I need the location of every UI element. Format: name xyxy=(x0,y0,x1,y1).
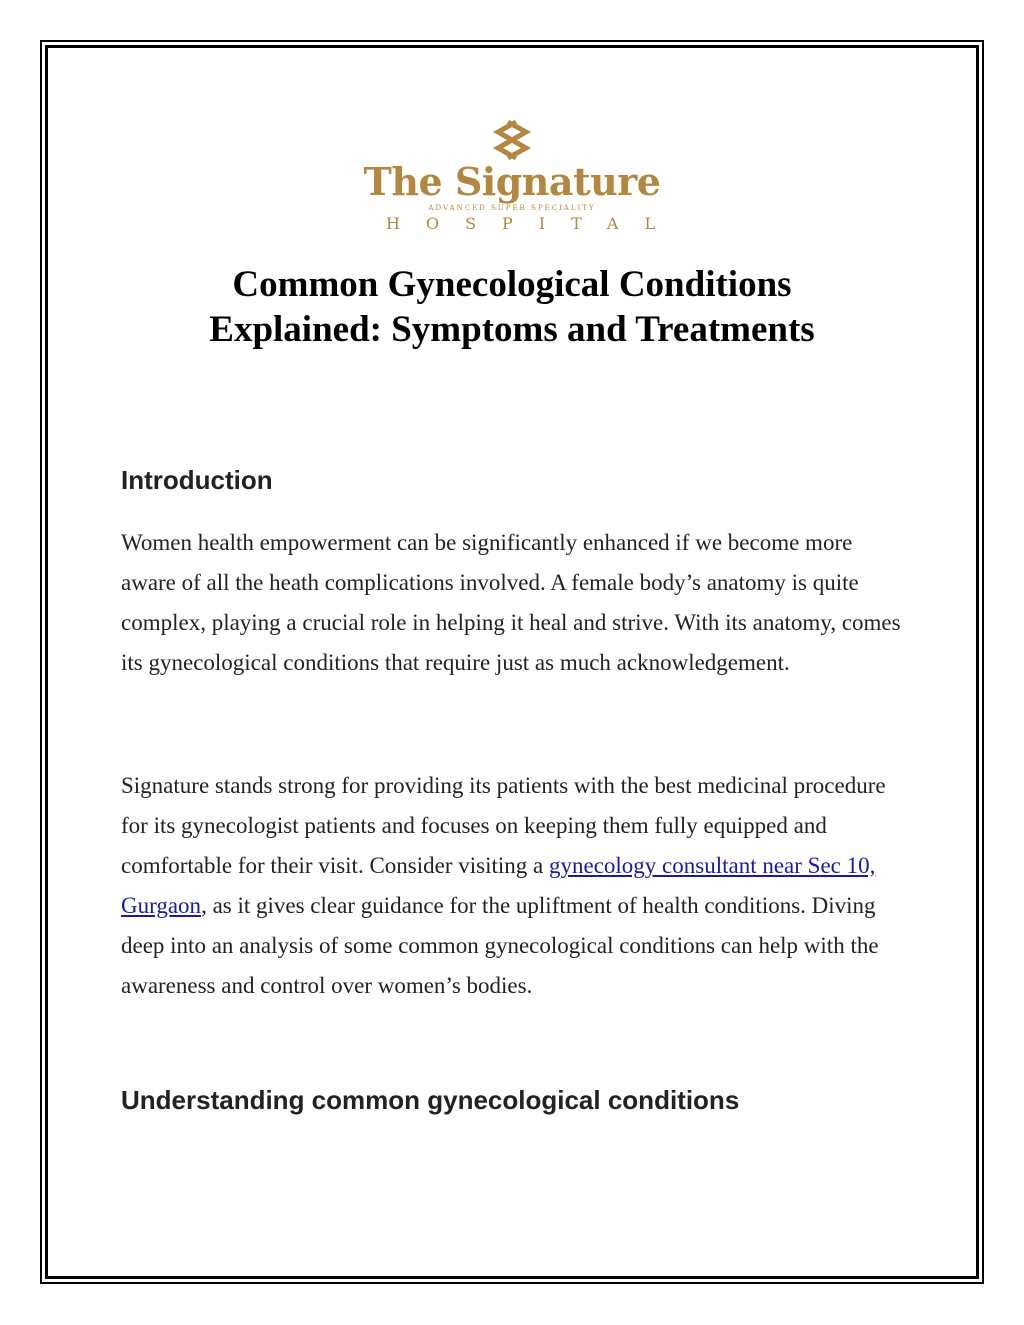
title-line-1: Common Gynecological Conditions xyxy=(232,264,792,305)
gynecology-consultant-link[interactable]: gynecology consultant near Sec 10, Gurgaon xyxy=(121,853,876,918)
logo-hospital-word: HOSPITAL xyxy=(386,214,682,233)
introduction-paragraph-2 xyxy=(121,766,911,1006)
introduction-paragraph-1: Women health empowerment can be significantly enhanced if we become more aware of all the heath complications involved. A female body’s anatomy is quite complex, playing a crucial role in helping it heal and strive. With its anatomy, comes its gynecological conditions that require just as much acknowledgement. xyxy=(121,530,901,675)
paragraph-2-text-after-link: , as it gives clear guidance for the upliftment of health conditions. Diving deep into an analysis of some common gynecological conditions can help with the awareness and control over women’s bodies. xyxy=(121,893,879,998)
understanding-conditions-heading: Understanding common gynecological conditions xyxy=(121,1085,740,1115)
logo-tagline: ADVANCED SUPER SPECIALITY xyxy=(428,204,596,212)
document-title xyxy=(100,262,924,352)
logo-brand-name: The Signature xyxy=(363,159,661,204)
title-line-2: Explained: Symptoms and Treatments xyxy=(209,309,815,350)
introduction-heading: Introduction xyxy=(121,465,273,495)
paragraph-2-text-before-link: Signature stands strong for providing its patients with the best medicinal procedure for its gynecologist patients and focuses on keeping them fully equipped and comfortable for their visit. Consider visiting a xyxy=(121,773,886,878)
hospital-logo xyxy=(360,118,682,234)
signature-s-logo-icon xyxy=(360,118,664,162)
